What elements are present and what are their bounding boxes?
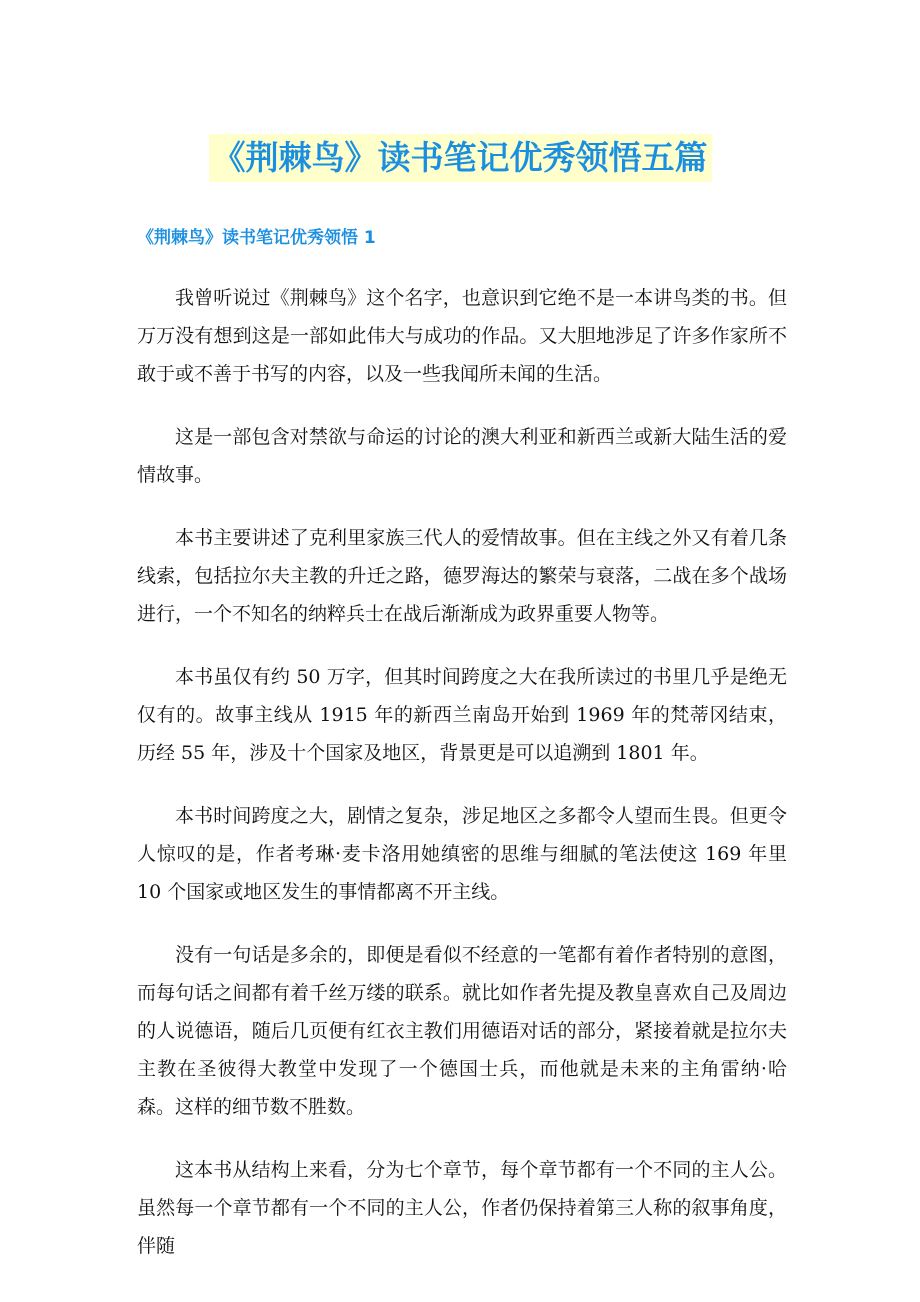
section-heading: 《荆棘鸟》读书笔记优秀领悟 1 bbox=[137, 228, 376, 248]
document-title: 《荆棘鸟》读书笔记优秀领悟五篇 bbox=[209, 134, 712, 182]
paragraph-1: 我曾听说过《荆棘鸟》这个名字，也意识到它绝不是一本讲鸟类的书。但万万没有想到这是一部如此伟大与成功的作品。又大胆地涉足了许多作家所不敢于或不善于书写的内容，以及一些我闻所未闻的生活。 bbox=[137, 287, 787, 385]
paragraph-4: 本书虽仅有约 50 万字，但其时间跨度之大在我所读过的书里几乎是绝无仅有的。故事主线从 1915 年的新西兰南岛开始到 1969 年的梵蒂冈结束，历经 55 年，涉及十个国家及地区，背景更是可以追溯到 1801 年。 bbox=[137, 666, 787, 764]
document-body bbox=[137, 279, 787, 1290]
paragraph-2: 这是一部包含对禁欲与命运的讨论的澳大利亚和新西兰或新大陆生活的爱情故事。 bbox=[137, 426, 787, 486]
paragraph-3: 本书主要讲述了克利里家族三代人的爱情故事。但在主线之外又有着几条线索，包括拉尔夫主教的升迁之路，德罗海达的繁荣与衰落，二战在多个战场进行，一个不知名的纳粹兵士在战后渐渐成为政界重要人物等。 bbox=[137, 527, 787, 625]
paragraph-5: 本书时间跨度之大，剧情之复杂，涉足地区之多都令人望而生畏。但更令人惊叹的是，作者考琳·麦卡洛用她缜密的思维与细腻的笔法使这 169 年里 10 个国家或地区发生的事情都离不开主线。 bbox=[137, 805, 787, 903]
title-container bbox=[0, 134, 920, 182]
paragraph-6: 没有一句话是多余的，即便是看似不经意的一笔都有着作者特别的意图，而每句话之间都有着千丝万缕的联系。就比如作者先提及教皇喜欢自己及周边的人说德语，随后几页便有红衣主教们用德语对话的部分，紧接着就是拉尔夫主教在圣彼得大教堂中发现了一个德国士兵，而他就是未来的主角雷纳·哈森。这样的细节数不胜数。 bbox=[137, 944, 787, 1118]
paragraph-7: 这本书从结构上来看，分为七个章节，每个章节都有一个不同的主人公。虽然每一个章节都有一个不同的主人公，作者仍保持着第三人称的叙事角度，伴随 bbox=[137, 1159, 787, 1257]
